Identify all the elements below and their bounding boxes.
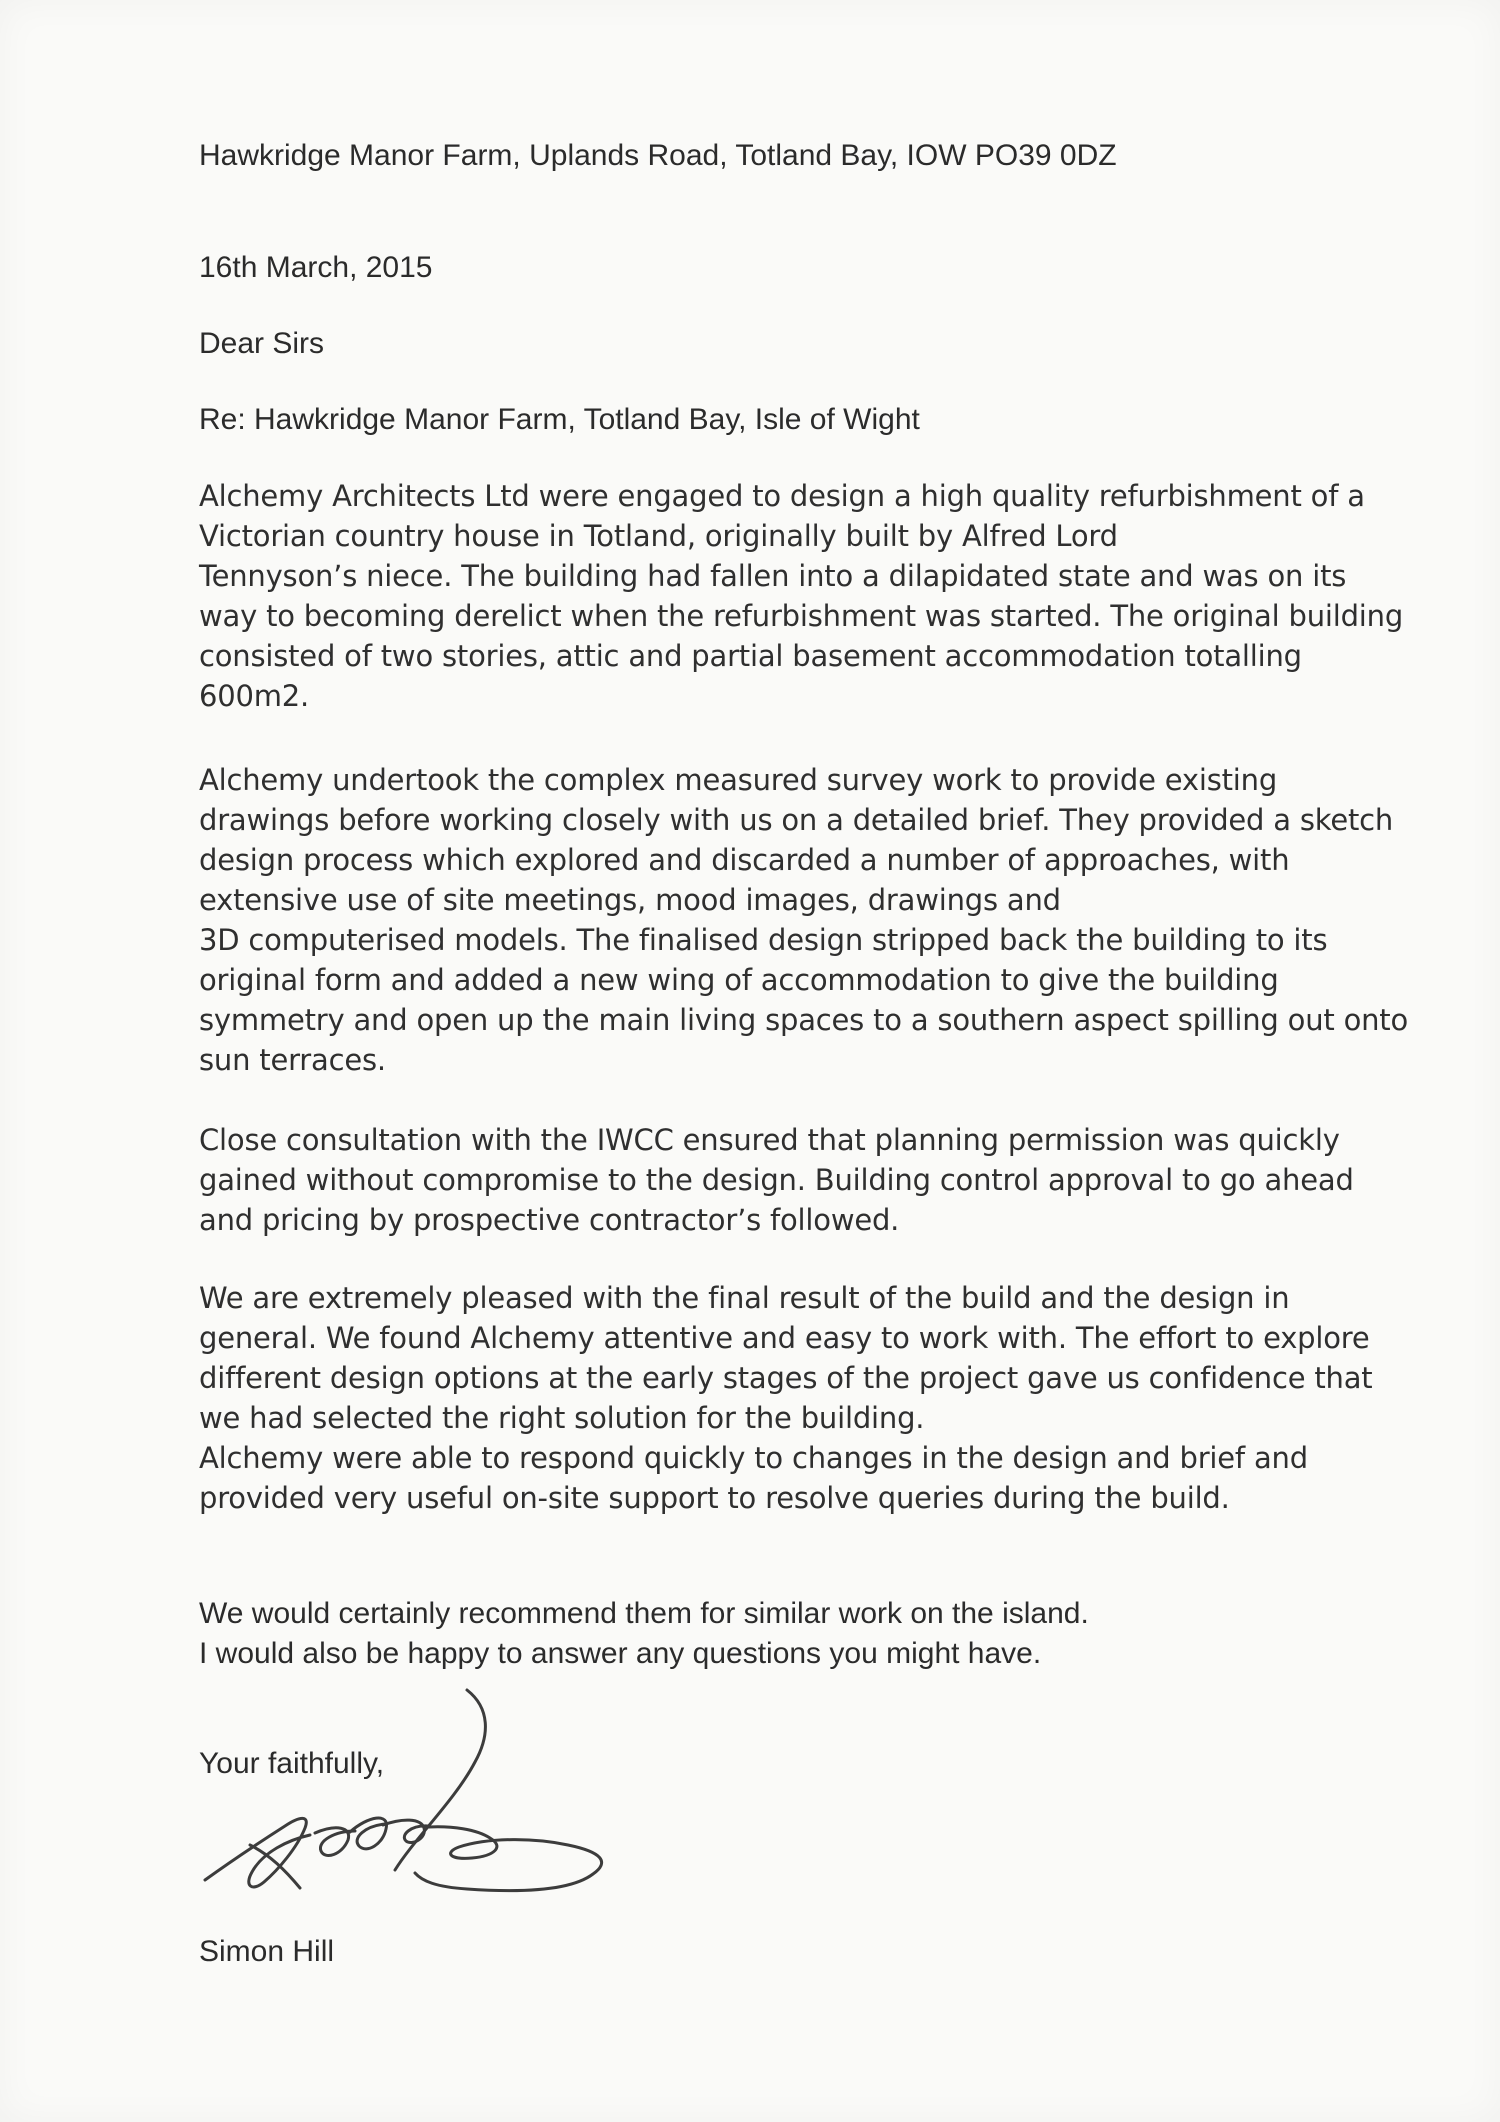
paragraph-line: general. We found Alchemy attentive and easy to work with. The effort to explore [199, 1321, 1370, 1355]
paragraph-line: different design options at the early stages of the project gave us confidence that [199, 1361, 1373, 1395]
paragraph-3 [199, 1120, 1354, 1240]
paragraph-line: Alchemy Architects Ltd were engaged to design a high quality refurbishment of a [199, 479, 1365, 513]
letter-date: 16th March, 2015 [199, 251, 433, 284]
salutation: Dear Sirs [199, 327, 325, 360]
paragraph-2 [199, 760, 1408, 1080]
sender-address: Hawkridge Manor Farm, Uplands Road, Totland Bay, IOW PO39 0DZ [199, 139, 1117, 172]
paragraph-line: 600m2. [199, 679, 310, 713]
paragraph-line: drawings before working closely with us on a detailed brief. They provided a sketch [199, 803, 1394, 837]
paragraph-line: Close consultation with the IWCC ensured that planning permission was quickly [199, 1123, 1340, 1157]
closing-line: I would also be happy to answer any questions you might have. [199, 1637, 1042, 1670]
signature [190, 1680, 650, 1940]
closing-paragraph [199, 1594, 1089, 1674]
paragraph-line: gained without compromise to the design. Building control approval to go ahead [199, 1163, 1354, 1197]
paragraph-line: consisted of two stories, attic and partial basement accommodation totalling [199, 639, 1302, 673]
paragraph-line: 3D computerised models. The finalised design stripped back the building to its [199, 923, 1328, 957]
paragraph-line: symmetry and open up the main living spaces to a southern aspect spilling out onto [199, 1003, 1409, 1037]
paragraph-4 [199, 1278, 1372, 1518]
closing-line: We would certainly recommend them for similar work on the island. [199, 1597, 1089, 1630]
paragraph-line: Victorian country house in Totland, originally built by Alfred Lord [199, 519, 1118, 553]
paragraph-line: original form and added a new wing of accommodation to give the building [199, 963, 1279, 997]
paragraph-line: design process which explored and discarded a number of approaches, with [199, 843, 1290, 877]
paragraph-line: we had selected the right solution for the building. [199, 1401, 925, 1435]
subject-line: Re: Hawkridge Manor Farm, Totland Bay, Isle of Wight [199, 403, 920, 436]
paragraph-line: Tennyson’s niece. The building had fallen into a dilapidated state and was on its [199, 559, 1347, 593]
paragraph-line: We are extremely pleased with the final result of the build and the design in [199, 1281, 1290, 1315]
paragraph-line: extensive use of site meetings, mood images, drawings and [199, 883, 1061, 917]
paragraph-line: Alchemy were able to respond quickly to changes in the design and brief and [199, 1441, 1308, 1475]
signature-name: Simon Hill [199, 1935, 335, 1968]
paragraph-line: sun terraces. [199, 1043, 386, 1077]
paragraph-line: provided very useful on-site support to resolve queries during the build. [199, 1481, 1230, 1515]
signoff: Your faithfully, [199, 1747, 385, 1780]
paragraph-line: Alchemy undertook the complex measured survey work to provide existing [199, 763, 1278, 797]
paragraph-line: and pricing by prospective contractor’s followed. [199, 1203, 900, 1237]
signature-drawing [190, 1680, 650, 1940]
paragraph-line: way to becoming derelict when the refurbishment was started. The original building [199, 599, 1404, 633]
paragraph-1 [199, 476, 1403, 716]
